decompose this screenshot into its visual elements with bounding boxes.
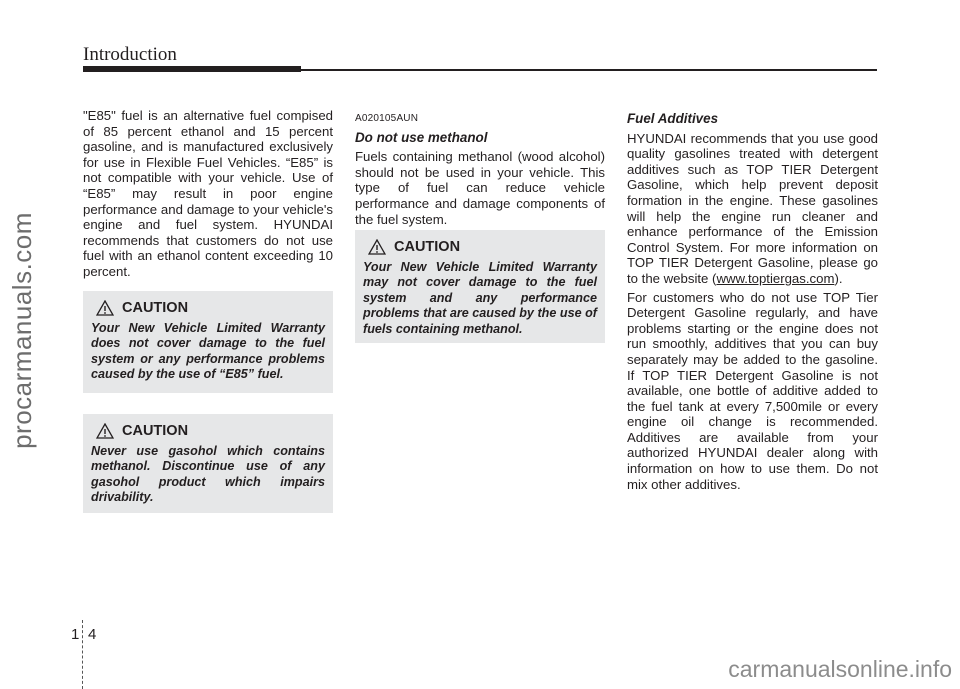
side-watermark <box>4 160 40 500</box>
warning-triangle-icon <box>96 423 114 439</box>
header-rule-thick <box>83 66 301 72</box>
caution-header <box>96 423 325 439</box>
caution-header <box>96 300 325 316</box>
caution-header <box>368 239 597 255</box>
caution-text: Your New Vehicle Limited Warranty may not cover damage to the fuel system and any performance problems that are caused by the use of fuels containing methanol. <box>363 260 597 336</box>
e85-paragraph: "E85" fuel is an alternative fuel compised of 85 percent ethanol and 15 percent gasoline, and is manufactured exclusively for use in Flexible Fuel Vehicles. “E85” is not compatible with your vehicle. Use of “E85” may result in poor engine performance and damage to your vehicle's engine and fuel system. HYUNDAI recommends that customers do not use fuel with an ethanol content exceeding 10 percent. <box>83 108 333 279</box>
caution-box-e85 <box>83 291 333 393</box>
methanol-heading: Do not use methanol <box>355 129 488 145</box>
caution-title: CAUTION <box>122 300 189 316</box>
caution-text: Never use gasohol which contains methanol. Discontinue use of any gasohol product which impairs drivability. <box>91 444 325 505</box>
side-watermark-text: procarmanuals.com <box>6 211 37 449</box>
warning-triangle-icon <box>368 239 386 255</box>
caution-text: Your New Vehicle Limited Warranty does not cover damage to the fuel system or any performance problems caused by the use of “E85” fuel. <box>91 321 325 382</box>
bottom-watermark: carmanualsonline.info <box>728 656 952 682</box>
column-1 <box>83 108 333 280</box>
caution-box-methanol <box>355 230 605 343</box>
chapter-number: 1 <box>71 626 80 643</box>
additives-paragraph-2: For customers who do not use TOP Tier Detergent Gasoline regularly, and have problems starting or the engine does not run smoothly, additives that you can buy separately may be added to the gasoline. If TOP TIER Detergent Gasoline is not available, one bottle of additive added to the fuel tank at every 7,500mile or every engine oil change is recommended. Additives are available from your authorized HYUNDAI dealer along with information on how to use them. Do not mix other additives. <box>627 289 878 492</box>
additives-text-after-link: ). <box>834 270 843 286</box>
additives-text-before-link: HYUNDAI recommends that you use good quality gasolines treated with detergent additives such as TOP TIER Detergent Gasoline, which help prevent deposit formation in the engine. These gasolines will help the engine run cleaner and enhance performance of the Emission Control System. For more information on TOP TIER Detergent Gasoline, please go to the website ( <box>627 130 878 286</box>
caution-title: CAUTION <box>394 239 461 255</box>
warning-triangle-icon <box>96 300 114 316</box>
caution-box-gasohol <box>83 414 333 513</box>
column-3 <box>627 108 878 492</box>
section-code: A020105AUN <box>355 113 419 124</box>
page-number: 4 <box>88 626 97 643</box>
header-rule-thin <box>301 69 877 71</box>
footer-divider <box>82 620 83 689</box>
toptiergas-link[interactable]: www.toptiergas.com <box>716 270 835 286</box>
caution-title: CAUTION <box>122 423 189 439</box>
column-2 <box>355 108 605 227</box>
additives-paragraph-1 <box>627 131 878 287</box>
methanol-paragraph: Fuels containing methanol (wood alcohol) should not be used in your vehicle. This type of fuel can reduce vehicle performance and damage components of the fuel system. <box>355 149 605 227</box>
page-header-title: Introduction <box>83 44 177 65</box>
fuel-additives-heading: Fuel Additives <box>627 111 719 126</box>
